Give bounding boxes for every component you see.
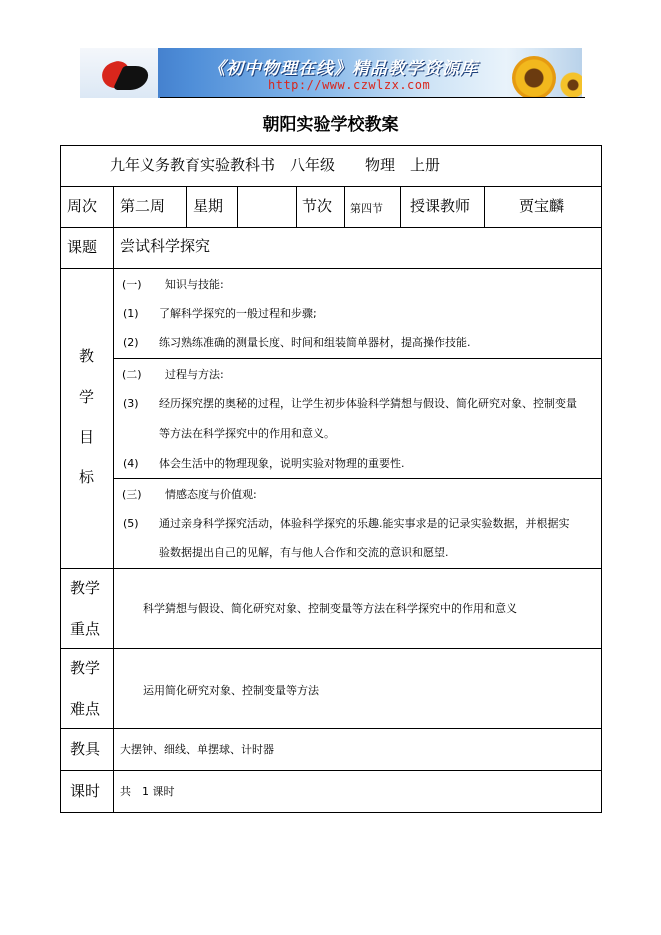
grid-line — [113, 186, 114, 813]
logo — [80, 48, 158, 98]
goal-item-text-continued: 验数据提出自己的见解，有与他人合作和交流的意识和愿望. — [159, 546, 449, 559]
grid-line — [186, 186, 187, 227]
sunflower-small-icon — [558, 70, 582, 98]
grid-line — [237, 186, 238, 227]
goal-item-number: (1) — [123, 307, 139, 320]
topic-value: 尝试科学探究 — [120, 237, 211, 255]
goals-label-char: 教 — [79, 347, 95, 365]
weekday-label: 星期 — [193, 197, 224, 215]
difficulties-label: 教学 — [70, 659, 101, 677]
keypoints-label: 教学 — [70, 579, 101, 597]
grid-line — [113, 358, 602, 359]
goals-label-char: 学 — [79, 388, 95, 406]
goal-section-title: 过程与方法: — [165, 368, 224, 381]
difficulties-label: 难点 — [70, 700, 101, 718]
hours-value: 共 1 课时 — [120, 785, 175, 798]
header-banner — [80, 48, 582, 98]
grid-line — [60, 568, 602, 569]
goal-item-text: 体会生活中的物理现象，说明实验对物理的重要性. — [159, 457, 405, 470]
goal-section-title: 情感态度与价值观: — [165, 488, 257, 501]
goal-item-text: 练习熟练准确的测量长度、时间和组装简单器材，提高操作技能. — [159, 336, 471, 349]
tools-label: 教具 — [70, 740, 101, 758]
grid-line — [60, 728, 602, 729]
goal-item-text: 了解科学探究的一般过程和步骤; — [159, 307, 317, 320]
grid-line — [113, 478, 602, 479]
grid-line — [400, 186, 401, 227]
grid-line — [60, 770, 602, 771]
banner-title: 《初中物理在线》精品教学资源库 — [208, 59, 478, 79]
goal-item-number: (4) — [123, 457, 139, 470]
topic-label: 课题 — [67, 238, 98, 256]
goal-item-text-continued: 等方法在科学探究中的作用和意义。 — [159, 427, 335, 440]
grid-line — [60, 268, 602, 269]
keypoints-label: 重点 — [70, 620, 101, 638]
grid-line — [344, 186, 345, 227]
textbook-line: 九年义务教育实验教科书 八年级 物理 上册 — [110, 156, 441, 174]
teacher-label: 授课教师 — [410, 197, 471, 215]
goal-item-text: 经历探究摆的奥秘的过程，让学生初步体验科学猜想与假设、简化研究对象、控制变量 — [159, 397, 577, 410]
goal-section-number: (三) — [122, 488, 142, 501]
goal-item-text: 通过亲身科学探究活动，体验科学探究的乐趣.能实事求是的记录实验数据，并根据实 — [159, 517, 570, 530]
hours-label: 课时 — [70, 782, 101, 800]
grid-line — [60, 186, 602, 187]
goal-item-number: (5) — [123, 517, 139, 530]
week-label: 周次 — [67, 197, 98, 215]
difficulties-value: 运用简化研究对象、控制变量等方法 — [143, 684, 319, 697]
goals-label-char: 标 — [79, 468, 95, 486]
period-label: 节次 — [302, 197, 333, 215]
goal-item-number: (3) — [123, 397, 139, 410]
goal-item-number: (2) — [123, 336, 139, 349]
header-rule — [160, 97, 585, 98]
tools-value: 大摆钟、细线、单摆球、计时器 — [120, 743, 274, 756]
grid-line — [60, 648, 602, 649]
grid-line — [296, 186, 297, 227]
sunflower-icon — [512, 56, 556, 98]
banner-url[interactable]: http://www.czwlzx.com — [268, 78, 431, 92]
goal-section-title: 知识与技能: — [165, 278, 224, 291]
period-value: 第四节 — [350, 202, 383, 215]
keypoints-value: 科学猜想与假设、简化研究对象、控制变量等方法在科学探究中的作用和意义 — [143, 602, 517, 615]
goal-section-number: (一) — [122, 278, 142, 291]
goal-section-number: (二) — [122, 368, 142, 381]
teacher-value: 贾宝麟 — [519, 197, 565, 215]
document-title: 朝阳实验学校教案 — [262, 115, 399, 135]
grid-line — [484, 186, 485, 227]
grid-line — [60, 227, 602, 228]
goals-label-char: 目 — [79, 428, 95, 446]
week-value: 第二周 — [120, 197, 166, 215]
